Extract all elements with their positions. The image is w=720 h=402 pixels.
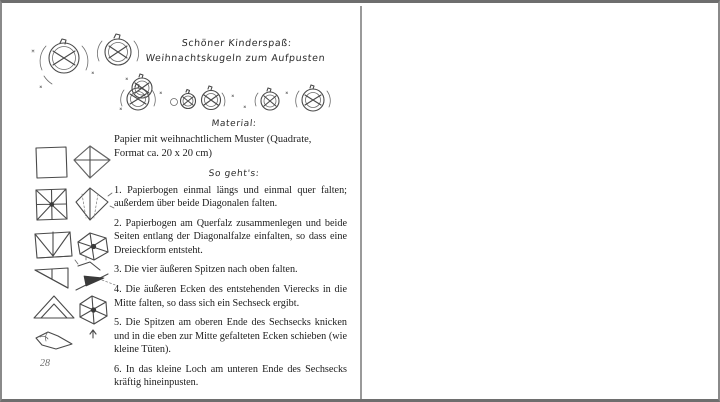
instruction-step: 6. In das kleine Loch am unteren Ende des Sechsecks kräftig hineinpusten. — [114, 363, 347, 389]
material-heading: Material: — [211, 119, 257, 129]
page-title-left — [135, 36, 338, 66]
fold-step-1b-diamond — [74, 146, 110, 178]
page-number-left: 28 — [40, 358, 50, 369]
left-page — [4, 6, 361, 402]
instruction-step: 3. Die vier äußeren Spitzen nach oben falten. — [114, 264, 298, 276]
instructions-heading: So geht's: — [208, 169, 260, 179]
instruction-step: 4. Die äußeren Ecken des entstehenden Vierecks in die Mitte falten, so dass sich ein Sechseck ergibt. — [114, 284, 347, 309]
fold-step-3-rectangle — [35, 232, 72, 258]
fold-step-6-blow — [36, 332, 72, 349]
fold-step-3b-hexagon — [78, 233, 108, 260]
instruction-steps — [114, 184, 347, 389]
fold-step-5-big-triangle — [34, 296, 74, 318]
christmas-ball-row-sketch — [116, 82, 331, 122]
fold-step-5b-finished-ball — [80, 296, 107, 338]
fold-step-4b-tuck — [75, 256, 118, 290]
paper-folding-diagram — [28, 138, 120, 353]
fold-step-2b-diamond-creased — [76, 188, 114, 220]
fold-step-1-square — [36, 147, 67, 178]
right-page — [363, 6, 720, 402]
instruction-step: 1. Papierbogen einmal längs und einmal quer falten; außerdem über beide Diagonalen falten. — [114, 185, 347, 210]
fold-step-2-creased-square — [36, 189, 67, 220]
page-title-line1: Schöner Kinderspaß: — [181, 38, 293, 49]
material-text: Papier mit weihnachtlichem Muster (Quadrate, Format ca. 20 x 20 cm) — [114, 134, 312, 159]
fold-step-4-triangle — [35, 268, 68, 288]
instruction-step: 2. Papierbogen am Querfalz zusammenlegen und beide Seiten entlang der Diagonalfalze einfalten, so dass eine Dreieckform entsteht. — [114, 218, 347, 256]
book-gutter — [360, 6, 362, 402]
page-title-line2: Weihnachtskugeln zum Aufpusten — [145, 53, 326, 64]
instruction-step: 5. Die Spitzen am oberen Ende des Sechsecks knicken und in die eben zur Mitte gefalteten Ecken schieben (wie kleine Tüten). — [114, 317, 347, 355]
